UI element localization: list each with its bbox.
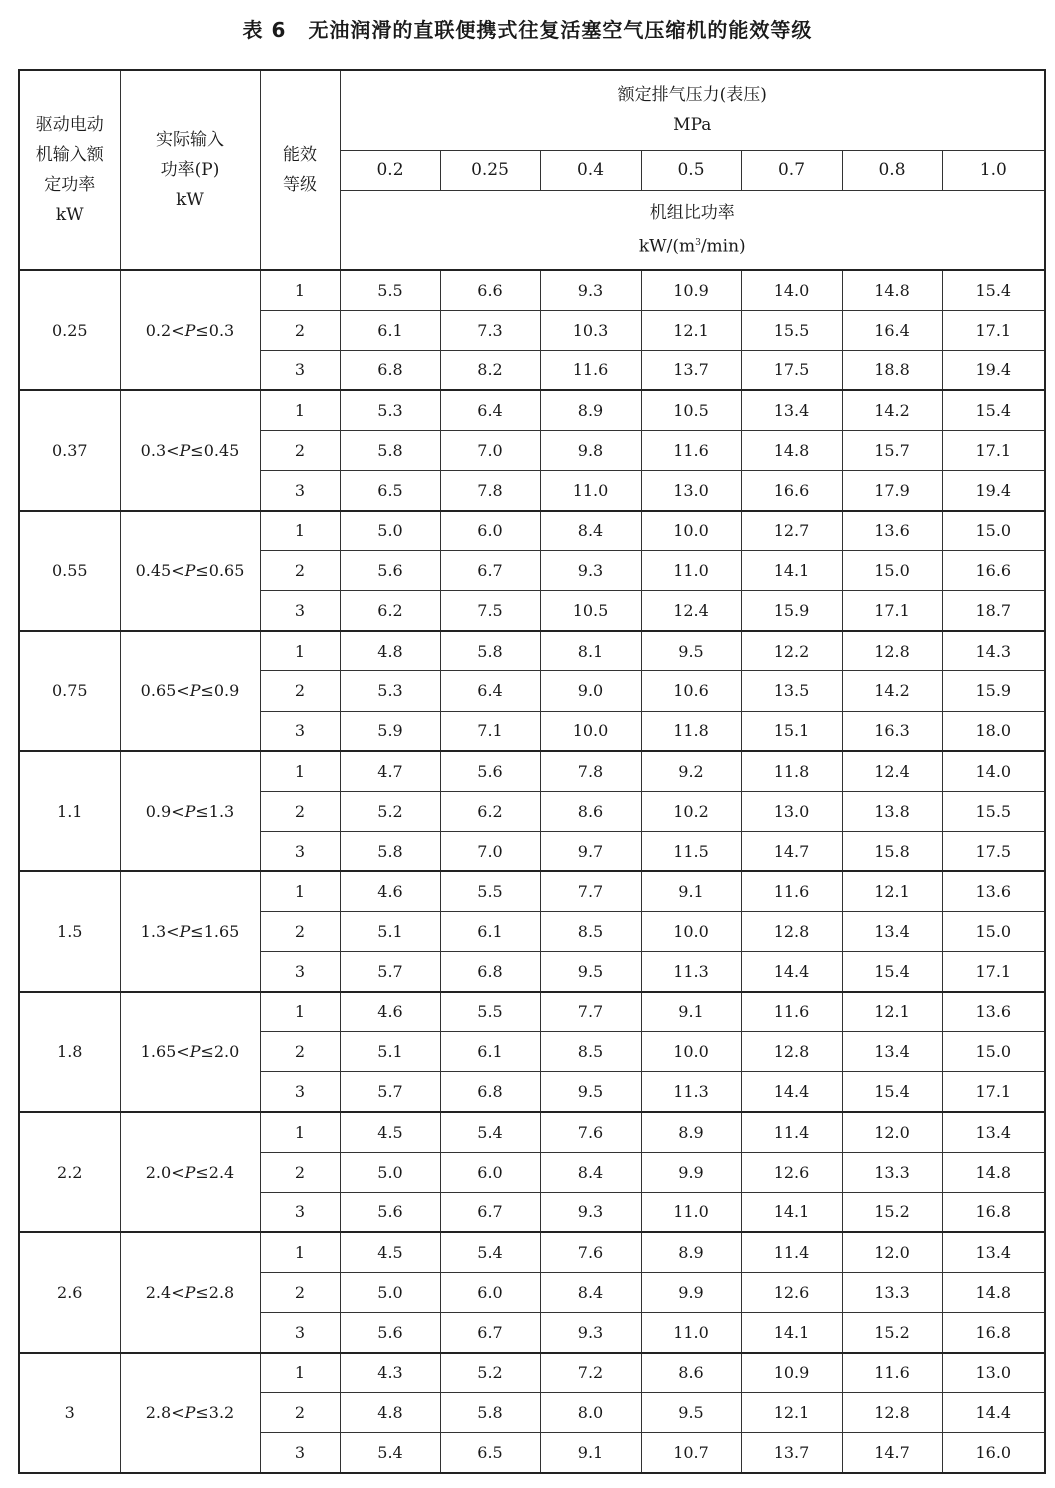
specific-power-value: 5.6 <box>340 551 440 591</box>
specific-power-value: 15.2 <box>842 1312 942 1352</box>
specific-power-value: 9.1 <box>641 871 741 911</box>
specific-power-value: 17.1 <box>942 310 1045 350</box>
specific-power-value: 8.9 <box>641 1232 741 1272</box>
specific-power-value: 13.6 <box>842 511 942 551</box>
specific-power-value: 15.0 <box>942 912 1045 952</box>
specific-power-value: 7.1 <box>440 711 540 751</box>
grade-cell: 3 <box>260 711 340 751</box>
specific-power-value: 9.3 <box>540 551 641 591</box>
specific-power-value: 7.8 <box>440 470 540 510</box>
grade-cell: 3 <box>260 1072 340 1112</box>
specific-power-value: 15.5 <box>942 791 1045 831</box>
specific-power-value: 5.0 <box>340 1272 440 1312</box>
grade-cell: 1 <box>260 511 340 551</box>
pressure-header-cell: 0.4 <box>540 150 641 190</box>
specific-power-value: 16.4 <box>842 310 942 350</box>
grade-cell: 2 <box>260 1393 340 1433</box>
grade-cell: 3 <box>260 350 340 390</box>
specific-power-value: 16.6 <box>741 470 842 510</box>
specific-power-value: 10.6 <box>641 671 741 711</box>
power-range-cell: 2.4<P≤2.8 <box>120 1232 260 1352</box>
specific-power-value: 15.4 <box>842 1072 942 1112</box>
specific-power-value: 17.1 <box>942 430 1045 470</box>
specific-power-value: 5.5 <box>440 871 540 911</box>
table-title <box>0 14 1055 43</box>
specific-power-value: 15.0 <box>842 551 942 591</box>
table-row <box>19 1232 1045 1272</box>
specific-power-value: 16.3 <box>842 711 942 751</box>
pressure-header-cell: 0.2 <box>340 150 440 190</box>
specific-power-value: 14.7 <box>741 831 842 871</box>
specific-power-value: 16.8 <box>942 1312 1045 1352</box>
specific-power-value: 5.8 <box>340 430 440 470</box>
specific-power-value: 11.5 <box>641 831 741 871</box>
specific-power-value: 11.4 <box>741 1232 842 1272</box>
specific-power-value: 11.6 <box>540 350 641 390</box>
specific-power-value: 13.4 <box>942 1112 1045 1152</box>
specific-power-value: 14.3 <box>942 631 1045 671</box>
grade-cell: 3 <box>260 1433 340 1473</box>
table-row <box>19 390 1045 430</box>
specific-power-value: 14.8 <box>942 1272 1045 1312</box>
motor-power-cell: 1.5 <box>19 871 120 991</box>
grade-cell: 2 <box>260 1152 340 1192</box>
specific-power-value: 10.0 <box>641 912 741 952</box>
specific-power-value: 9.5 <box>540 1072 641 1112</box>
specific-power-value: 6.4 <box>440 390 540 430</box>
grade-cell: 1 <box>260 871 340 911</box>
specific-power-value: 9.9 <box>641 1152 741 1192</box>
specific-power-value: 5.8 <box>340 831 440 871</box>
table-row <box>19 270 1045 310</box>
specific-power-value: 8.4 <box>540 1272 641 1312</box>
specific-power-value: 13.0 <box>942 1353 1045 1393</box>
specific-power-value: 18.8 <box>842 350 942 390</box>
specific-power-value: 10.0 <box>540 711 641 751</box>
specific-power-value: 15.0 <box>942 511 1045 551</box>
grade-cell: 3 <box>260 1312 340 1352</box>
specific-power-value: 15.1 <box>741 711 842 751</box>
specific-power-value: 14.1 <box>741 1192 842 1232</box>
specific-power-value: 4.5 <box>340 1232 440 1272</box>
grade-cell: 2 <box>260 791 340 831</box>
motor-power-cell: 2.6 <box>19 1232 120 1352</box>
motor-power-cell: 2.2 <box>19 1112 120 1232</box>
specific-power-value: 8.4 <box>540 1152 641 1192</box>
table-row <box>19 871 1045 911</box>
specific-power-value: 5.0 <box>340 1152 440 1192</box>
specific-power-value: 14.7 <box>842 1433 942 1473</box>
specific-power-value: 13.0 <box>741 791 842 831</box>
specific-power-value: 14.4 <box>741 952 842 992</box>
specific-power-value: 12.1 <box>741 1393 842 1433</box>
pressure-header-cell: 1.0 <box>942 150 1045 190</box>
specific-power-value: 11.0 <box>641 551 741 591</box>
specific-power-value: 19.4 <box>942 350 1045 390</box>
specific-power-value: 15.5 <box>741 310 842 350</box>
specific-power-value: 5.0 <box>340 511 440 551</box>
specific-power-value: 6.8 <box>340 350 440 390</box>
specific-power-value: 12.0 <box>842 1112 942 1152</box>
specific-power-value: 15.2 <box>842 1192 942 1232</box>
specific-power-value: 8.1 <box>540 631 641 671</box>
specific-power-value: 5.7 <box>340 1072 440 1112</box>
specific-power-value: 11.6 <box>842 1353 942 1393</box>
grade-cell: 1 <box>260 1232 340 1272</box>
specific-power-value: 9.3 <box>540 1312 641 1352</box>
specific-power-value: 15.4 <box>842 952 942 992</box>
grade-cell: 3 <box>260 952 340 992</box>
power-range-cell: 2.0<P≤2.4 <box>120 1112 260 1232</box>
specific-power-value: 12.1 <box>641 310 741 350</box>
motor-power-cell: 0.75 <box>19 631 120 751</box>
specific-power-value: 13.7 <box>641 350 741 390</box>
specific-power-value: 16.8 <box>942 1192 1045 1232</box>
specific-power-value: 11.8 <box>641 711 741 751</box>
specific-power-value: 14.1 <box>741 1312 842 1352</box>
specific-power-value: 11.3 <box>641 1072 741 1112</box>
header-efficiency-grade: 能效 等级 <box>260 70 340 270</box>
specific-power-value: 8.5 <box>540 1032 641 1072</box>
specific-power-value: 5.4 <box>440 1112 540 1152</box>
specific-power-value: 14.2 <box>842 390 942 430</box>
specific-power-value: 13.4 <box>842 1032 942 1072</box>
specific-power-value: 9.0 <box>540 671 641 711</box>
header-motor-power: 驱动电动 机输入额 定功率 kW <box>19 70 120 270</box>
specific-power-value: 9.3 <box>540 270 641 310</box>
grade-cell: 2 <box>260 310 340 350</box>
specific-power-value: 12.6 <box>741 1272 842 1312</box>
specific-power-value: 9.5 <box>641 1393 741 1433</box>
specific-power-value: 10.9 <box>641 270 741 310</box>
specific-power-value: 9.2 <box>641 751 741 791</box>
grade-cell: 1 <box>260 270 340 310</box>
specific-power-value: 13.3 <box>842 1152 942 1192</box>
specific-power-value: 8.6 <box>641 1353 741 1393</box>
specific-power-value: 14.4 <box>942 1393 1045 1433</box>
specific-power-value: 5.5 <box>340 270 440 310</box>
grade-cell: 2 <box>260 912 340 952</box>
table-row <box>19 1353 1045 1393</box>
specific-power-value: 9.5 <box>540 952 641 992</box>
power-range-cell: 0.9<P≤1.3 <box>120 751 260 871</box>
specific-power-value: 6.2 <box>340 591 440 631</box>
specific-power-value: 6.5 <box>440 1433 540 1473</box>
specific-power-value: 8.5 <box>540 912 641 952</box>
specific-power-value: 7.0 <box>440 430 540 470</box>
motor-power-cell: 0.37 <box>19 390 120 510</box>
power-range-cell: 0.2<P≤0.3 <box>120 270 260 390</box>
specific-power-value: 7.7 <box>540 871 641 911</box>
specific-power-value: 6.7 <box>440 1312 540 1352</box>
specific-power-value: 7.6 <box>540 1112 641 1152</box>
grade-cell: 2 <box>260 551 340 591</box>
efficiency-grade-table <box>18 69 1046 1474</box>
specific-power-value: 5.7 <box>340 952 440 992</box>
table-row <box>19 751 1045 791</box>
specific-power-value: 12.6 <box>741 1152 842 1192</box>
specific-power-value: 7.7 <box>540 992 641 1032</box>
specific-power-value: 13.4 <box>942 1232 1045 1272</box>
specific-power-value: 13.0 <box>641 470 741 510</box>
specific-power-value: 5.6 <box>440 751 540 791</box>
grade-cell: 2 <box>260 671 340 711</box>
grade-cell: 1 <box>260 1353 340 1393</box>
specific-power-value: 12.4 <box>842 751 942 791</box>
specific-power-value: 6.7 <box>440 1192 540 1232</box>
specific-power-value: 14.0 <box>942 751 1045 791</box>
specific-power-value: 6.0 <box>440 511 540 551</box>
power-range-cell: 0.3<P≤0.45 <box>120 390 260 510</box>
specific-power-value: 6.8 <box>440 952 540 992</box>
specific-power-value: 8.9 <box>540 390 641 430</box>
header-actual-power: 实际输入 功率(P) kW <box>120 70 260 270</box>
table-row <box>19 992 1045 1032</box>
specific-power-value: 12.8 <box>842 631 942 671</box>
specific-power-value: 5.1 <box>340 912 440 952</box>
grade-cell: 1 <box>260 992 340 1032</box>
specific-power-value: 18.7 <box>942 591 1045 631</box>
specific-power-value: 5.3 <box>340 671 440 711</box>
specific-power-value: 16.6 <box>942 551 1045 591</box>
header-rated-pressure: 额定排气压力(表压) MPa <box>340 70 1045 150</box>
specific-power-value: 14.2 <box>842 671 942 711</box>
power-range-cell: 0.45<P≤0.65 <box>120 511 260 631</box>
specific-power-value: 19.4 <box>942 470 1045 510</box>
motor-power-cell: 0.25 <box>19 270 120 390</box>
table-row <box>19 1112 1045 1152</box>
specific-power-value: 10.9 <box>741 1353 842 1393</box>
specific-power-value: 4.6 <box>340 992 440 1032</box>
grade-cell: 2 <box>260 430 340 470</box>
specific-power-value: 9.7 <box>540 831 641 871</box>
specific-power-value: 12.0 <box>842 1232 942 1272</box>
specific-power-value: 6.0 <box>440 1152 540 1192</box>
grade-cell: 3 <box>260 591 340 631</box>
specific-power-value: 9.3 <box>540 1192 641 1232</box>
specific-power-value: 5.6 <box>340 1192 440 1232</box>
specific-power-value: 17.9 <box>842 470 942 510</box>
specific-power-value: 11.6 <box>641 430 741 470</box>
grade-cell: 2 <box>260 1272 340 1312</box>
specific-power-value: 4.5 <box>340 1112 440 1152</box>
specific-power-value: 9.1 <box>641 992 741 1032</box>
motor-power-cell: 3 <box>19 1353 120 1473</box>
pressure-header-cell: 0.8 <box>842 150 942 190</box>
specific-power-value: 6.7 <box>440 551 540 591</box>
specific-power-value: 17.1 <box>942 952 1045 992</box>
specific-power-value: 6.1 <box>440 1032 540 1072</box>
specific-power-value: 10.0 <box>641 1032 741 1072</box>
specific-power-value: 11.8 <box>741 751 842 791</box>
specific-power-value: 6.5 <box>340 470 440 510</box>
specific-power-value: 6.4 <box>440 671 540 711</box>
grade-cell: 3 <box>260 470 340 510</box>
specific-power-value: 12.2 <box>741 631 842 671</box>
specific-power-value: 7.8 <box>540 751 641 791</box>
specific-power-value: 15.4 <box>942 390 1045 430</box>
specific-power-value: 7.5 <box>440 591 540 631</box>
specific-power-value: 13.3 <box>842 1272 942 1312</box>
specific-power-value: 10.7 <box>641 1433 741 1473</box>
specific-power-value: 5.5 <box>440 992 540 1032</box>
specific-power-value: 17.1 <box>842 591 942 631</box>
pressure-header-cell: 0.7 <box>741 150 842 190</box>
specific-power-value: 6.8 <box>440 1072 540 1112</box>
specific-power-value: 15.9 <box>942 671 1045 711</box>
specific-power-value: 7.3 <box>440 310 540 350</box>
motor-power-cell: 0.55 <box>19 511 120 631</box>
specific-power-value: 11.0 <box>540 470 641 510</box>
specific-power-value: 13.6 <box>942 992 1045 1032</box>
specific-power-value: 11.3 <box>641 952 741 992</box>
specific-power-value: 12.1 <box>842 871 942 911</box>
specific-power-value: 9.9 <box>641 1272 741 1312</box>
specific-power-value: 15.4 <box>942 270 1045 310</box>
specific-power-value: 12.4 <box>641 591 741 631</box>
specific-power-value: 18.0 <box>942 711 1045 751</box>
specific-power-value: 10.5 <box>641 390 741 430</box>
specific-power-value: 5.4 <box>340 1433 440 1473</box>
specific-power-value: 13.5 <box>741 671 842 711</box>
specific-power-value: 8.4 <box>540 511 641 551</box>
specific-power-value: 14.8 <box>741 430 842 470</box>
specific-power-value: 12.8 <box>741 912 842 952</box>
specific-power-value: 12.7 <box>741 511 842 551</box>
grade-cell: 1 <box>260 631 340 671</box>
power-range-cell: 1.3<P≤1.65 <box>120 871 260 991</box>
specific-power-value: 6.0 <box>440 1272 540 1312</box>
specific-power-value: 5.2 <box>340 791 440 831</box>
specific-power-value: 13.7 <box>741 1433 842 1473</box>
specific-power-value: 12.8 <box>741 1032 842 1072</box>
specific-power-value: 5.4 <box>440 1232 540 1272</box>
specific-power-value: 9.8 <box>540 430 641 470</box>
motor-power-cell: 1.1 <box>19 751 120 871</box>
specific-power-value: 10.0 <box>641 511 741 551</box>
specific-power-value: 5.8 <box>440 631 540 671</box>
specific-power-value: 17.1 <box>942 1072 1045 1112</box>
specific-power-value: 10.2 <box>641 791 741 831</box>
specific-power-value: 9.5 <box>641 631 741 671</box>
pressure-header-cell: 0.25 <box>440 150 540 190</box>
specific-power-value: 6.1 <box>340 310 440 350</box>
power-range-cell: 1.65<P≤2.0 <box>120 992 260 1112</box>
specific-power-value: 10.5 <box>540 591 641 631</box>
specific-power-value: 5.1 <box>340 1032 440 1072</box>
specific-power-value: 13.4 <box>741 390 842 430</box>
specific-power-value: 12.1 <box>842 992 942 1032</box>
grade-cell: 3 <box>260 1192 340 1232</box>
header-specific-power: 机组比功率 $kW/(m^3/\min)$ <box>340 190 1045 270</box>
grade-cell: 2 <box>260 1032 340 1072</box>
specific-power-value: 7.0 <box>440 831 540 871</box>
specific-power-value: 15.7 <box>842 430 942 470</box>
specific-power-value: 4.6 <box>340 871 440 911</box>
specific-power-value: 8.0 <box>540 1393 641 1433</box>
specific-power-value: 14.0 <box>741 270 842 310</box>
specific-power-value: 14.4 <box>741 1072 842 1112</box>
specific-power-value: 4.7 <box>340 751 440 791</box>
specific-power-value: 7.2 <box>540 1353 641 1393</box>
table-row <box>19 511 1045 551</box>
table-row <box>19 631 1045 671</box>
specific-power-value: 5.8 <box>440 1393 540 1433</box>
pressure-header-cell: 0.5 <box>641 150 741 190</box>
specific-power-value: 10.3 <box>540 310 641 350</box>
specific-power-value: 5.6 <box>340 1312 440 1352</box>
specific-power-value: 6.1 <box>440 912 540 952</box>
specific-power-value: 5.3 <box>340 390 440 430</box>
table-body <box>19 270 1045 1473</box>
specific-power-value: 16.0 <box>942 1433 1045 1473</box>
specific-power-value: 15.8 <box>842 831 942 871</box>
motor-power-cell: 1.8 <box>19 992 120 1112</box>
specific-power-value: 15.0 <box>942 1032 1045 1072</box>
specific-power-value: 7.6 <box>540 1232 641 1272</box>
power-range-cell: 0.65<P≤0.9 <box>120 631 260 751</box>
grade-cell: 1 <box>260 751 340 791</box>
specific-power-value: 12.8 <box>842 1393 942 1433</box>
power-range-cell: 2.8<P≤3.2 <box>120 1353 260 1473</box>
specific-power-value: 5.9 <box>340 711 440 751</box>
specific-power-value: 11.6 <box>741 992 842 1032</box>
specific-power-value: 11.4 <box>741 1112 842 1152</box>
specific-power-value: 4.8 <box>340 1393 440 1433</box>
specific-power-value: 8.9 <box>641 1112 741 1152</box>
specific-power-value: 11.0 <box>641 1192 741 1232</box>
specific-power-value: 4.3 <box>340 1353 440 1393</box>
table-number: 表 6 <box>242 18 287 42</box>
specific-power-value: 15.9 <box>741 591 842 631</box>
specific-power-value: 14.8 <box>842 270 942 310</box>
specific-power-value: 4.8 <box>340 631 440 671</box>
grade-cell: 1 <box>260 1112 340 1152</box>
specific-power-value: 8.6 <box>540 791 641 831</box>
specific-power-value: 8.2 <box>440 350 540 390</box>
table-caption: 无油润滑的直联便携式往复活塞空气压缩机的能效等级 <box>308 18 813 42</box>
specific-power-value: 17.5 <box>942 831 1045 871</box>
specific-power-value: 6.6 <box>440 270 540 310</box>
grade-cell: 1 <box>260 390 340 430</box>
specific-power-value: 13.4 <box>842 912 942 952</box>
specific-power-value: 5.2 <box>440 1353 540 1393</box>
specific-power-value: 11.6 <box>741 871 842 911</box>
specific-power-value: 9.1 <box>540 1433 641 1473</box>
specific-power-value: 14.1 <box>741 551 842 591</box>
specific-power-value: 6.2 <box>440 791 540 831</box>
grade-cell: 3 <box>260 831 340 871</box>
specific-power-value: 13.8 <box>842 791 942 831</box>
specific-power-value: 14.8 <box>942 1152 1045 1192</box>
specific-power-value: 11.0 <box>641 1312 741 1352</box>
specific-power-value: 13.6 <box>942 871 1045 911</box>
specific-power-value: 17.5 <box>741 350 842 390</box>
